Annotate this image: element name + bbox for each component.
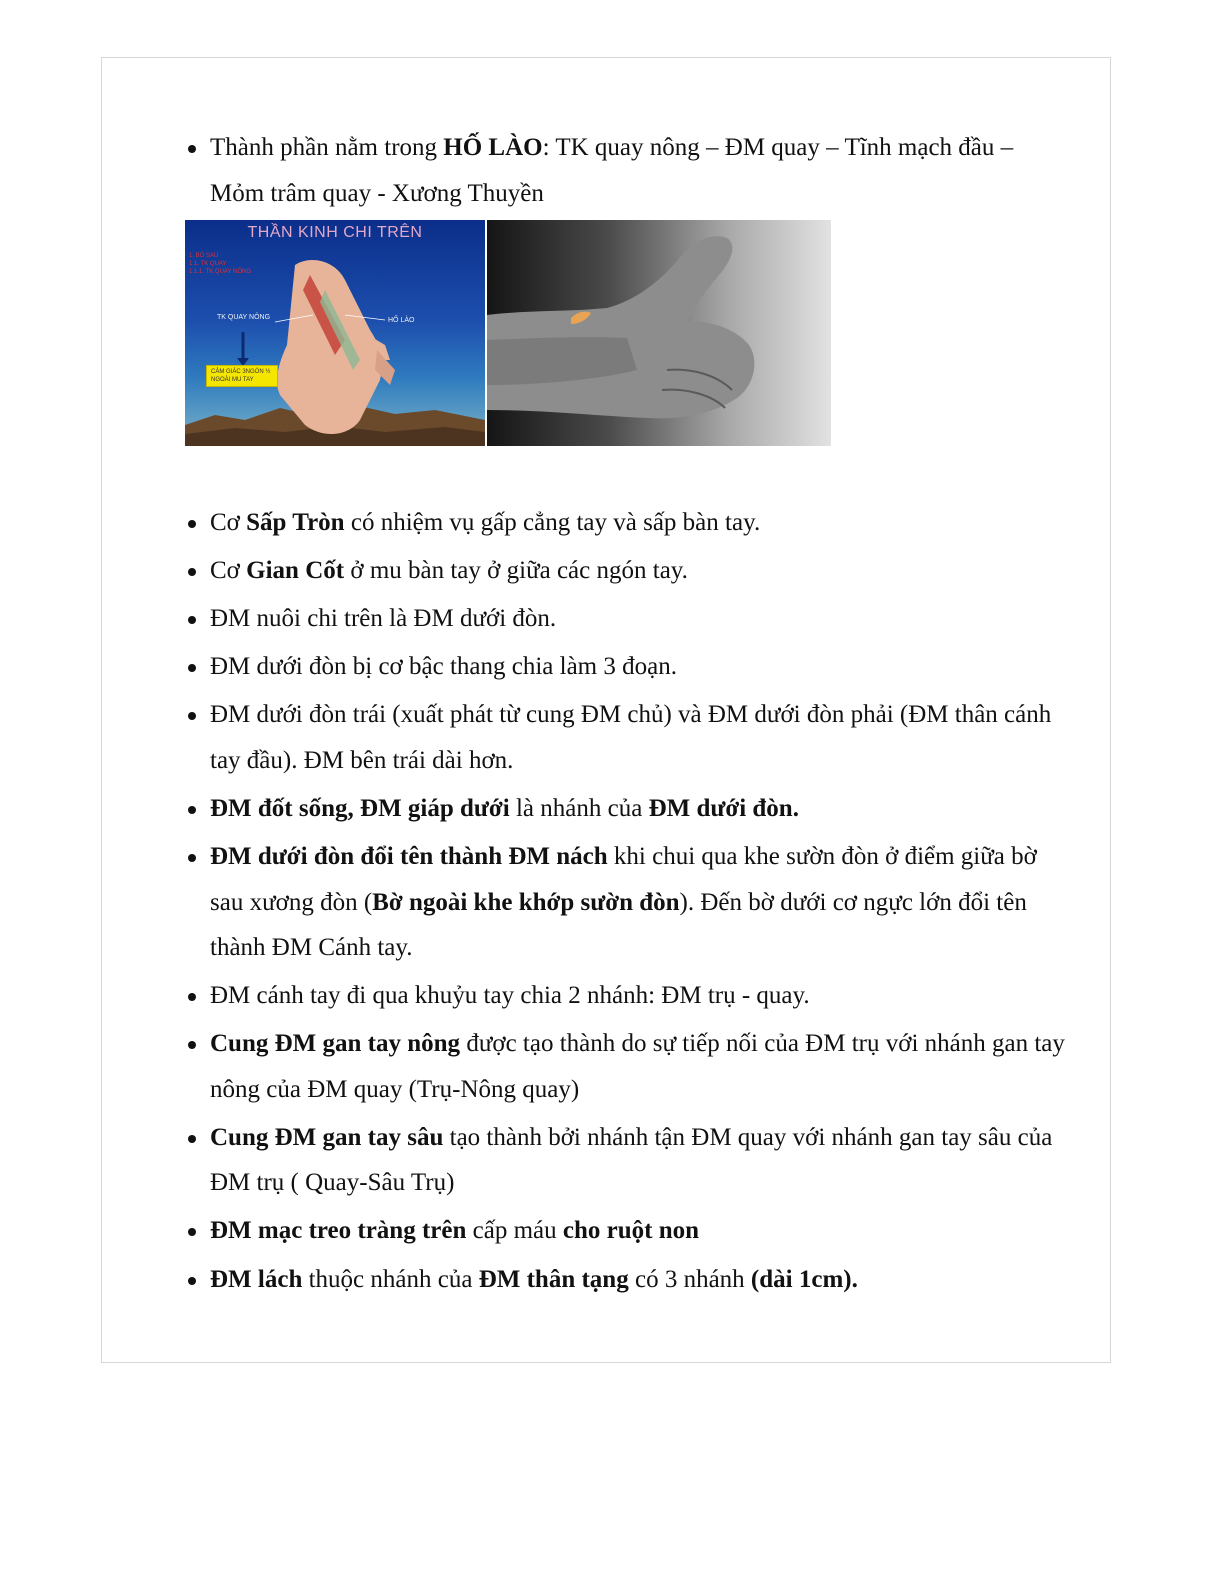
document-page <box>101 57 1111 1363</box>
list-item: ĐM dưới đòn đổi tên thành ĐM nách khi chui qua khe sườn đòn ở điểm giữa bờ sau xương đòn (Bờ ngoài khe khớp sườn đòn). Đến bờ dưới cơ ngực lớn đổi tên thành ĐM Cánh tay. <box>102 834 1110 971</box>
bullet-list-ho-lao <box>102 125 1110 216</box>
label-tk-quay-nong: TK QUAY NÔNG <box>217 314 271 321</box>
list-item: ĐM lách thuộc nhánh của ĐM thân tạng có 3 nhánh (dài 1cm). <box>102 1257 1110 1303</box>
label-ho-lao: HỐ LÀO <box>388 317 415 324</box>
hand-photo <box>487 220 831 446</box>
list-item: Cơ Sấp Tròn có nhiệm vụ gấp cẳng tay và sấp bàn tay. <box>102 500 1110 546</box>
nerve-diagram-image <box>185 220 485 446</box>
hand-illustration <box>185 220 485 446</box>
hand-photo-drawing <box>487 220 831 446</box>
list-item: Cơ Gian Cốt ở mu bàn tay ở giữa các ngón tay. <box>102 548 1110 594</box>
bullet-list-arteries <box>102 500 1110 1305</box>
list-item: ĐM mạc treo tràng trên cấp máu cho ruột non <box>102 1208 1110 1254</box>
list-item: ĐM đốt sống, ĐM giáp dưới là nhánh của ĐM dưới đòn. <box>102 786 1110 832</box>
list-item: Cung ĐM gan tay sâu tạo thành bởi nhánh tận ĐM quay với nhánh gan tay sâu của ĐM trụ ( Quay-Sâu Trụ) <box>102 1115 1110 1206</box>
list-item: ĐM dưới đòn trái (xuất phát từ cung ĐM chủ) và ĐM dưới đòn phải (ĐM thân cánh tay đầu). ĐM bên trái dài hơn. <box>102 692 1110 783</box>
hand-anatomy-figure <box>185 220 831 446</box>
list-item: ĐM dưới đòn bị cơ bậc thang chia làm 3 đoạn. <box>102 644 1110 690</box>
list-item: Thành phần nằm trong HỐ LÀO: TK quay nông – ĐM quay – Tĩnh mạch đầu – Mỏm trâm quay - Xương Thuyền <box>102 125 1110 216</box>
annotation-box: CẢM GIÁC 3NGÓN ½ NGOÀI MU TAY <box>206 365 278 387</box>
list-item: ĐM cánh tay đi qua khuỷu tay chia 2 nhánh: ĐM trụ - quay. <box>102 973 1110 1019</box>
list-item: ĐM nuôi chi trên là ĐM dưới đòn. <box>102 596 1110 642</box>
figure-title: THẦN KINH CHI TRÊN <box>247 224 423 241</box>
list-item: Cung ĐM gan tay nông được tạo thành do sự tiếp nối của ĐM trụ với nhánh gan tay nông của ĐM quay (Trụ-Nông quay) <box>102 1021 1110 1112</box>
figure-legend: 1. BÓ SAU 1.1. TK QUAY 1.1.1. TK QUAY NÔNG <box>189 253 252 275</box>
